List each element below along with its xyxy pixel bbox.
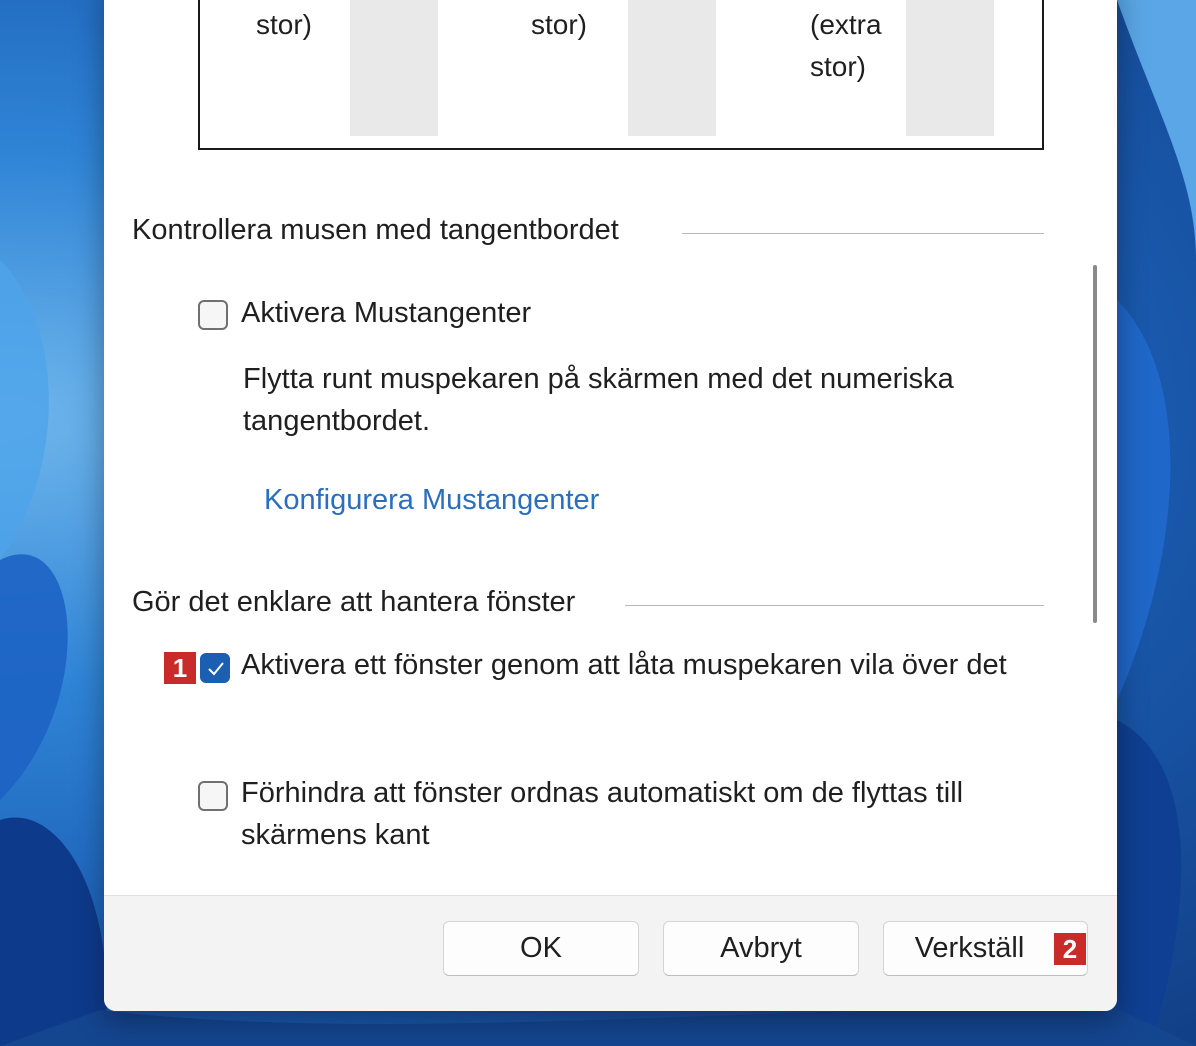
pointer-size-swatch-extra-large[interactable] (906, 0, 994, 136)
checkmark-icon (208, 662, 224, 676)
enable-mousekeys-checkbox[interactable] (198, 300, 228, 330)
apply-button-label: Verkställ (914, 932, 1025, 964)
dialog-footer (104, 895, 1117, 1011)
pointer-size-label-extra-large: (extra stor) (810, 9, 882, 82)
cancel-button[interactable]: Avbryt (663, 921, 859, 976)
pointer-size-label-large: stor) (256, 9, 312, 40)
ok-button[interactable]: OK (443, 921, 639, 976)
mousekeys-description: Flytta runt muspekaren på skärmen med det numeriska tangentbordet. (243, 363, 954, 437)
pointer-size-swatch-large[interactable] (350, 0, 438, 136)
configure-mousekeys-link[interactable]: Konfigurera Mustangenter (264, 484, 600, 516)
vertical-scrollbar[interactable] (1093, 265, 1097, 623)
prevent-snap-label[interactable]: Förhindra att fönster ordnas automatiskt om de flyttas till skärmens kant (241, 777, 964, 851)
annotation-badge-1: 1 (164, 652, 196, 684)
window-management-section-title: Gör det enklare att hantera fönster (132, 586, 576, 618)
mouse-keys-section-title: Kontrollera musen med tangentbordet (132, 214, 619, 246)
mouse-settings-dialog (104, 0, 1117, 1011)
prevent-snap-checkbox[interactable] (198, 781, 228, 811)
dialog-content (104, 0, 1117, 895)
section-divider (682, 233, 1044, 234)
hover-activate-checkbox[interactable] (200, 653, 230, 683)
pointer-size-swatch-larger[interactable] (628, 0, 716, 136)
enable-mousekeys-label[interactable]: Aktivera Mustangenter (241, 297, 532, 329)
annotation-badge-2: 2 (1054, 933, 1086, 965)
pointer-size-label-larger: stor) (531, 9, 587, 40)
pointer-size-preview (198, 0, 1044, 150)
hover-activate-label[interactable]: Aktivera ett fönster genom att låta muspekaren vila över det (241, 649, 1007, 681)
section-divider (625, 605, 1044, 606)
